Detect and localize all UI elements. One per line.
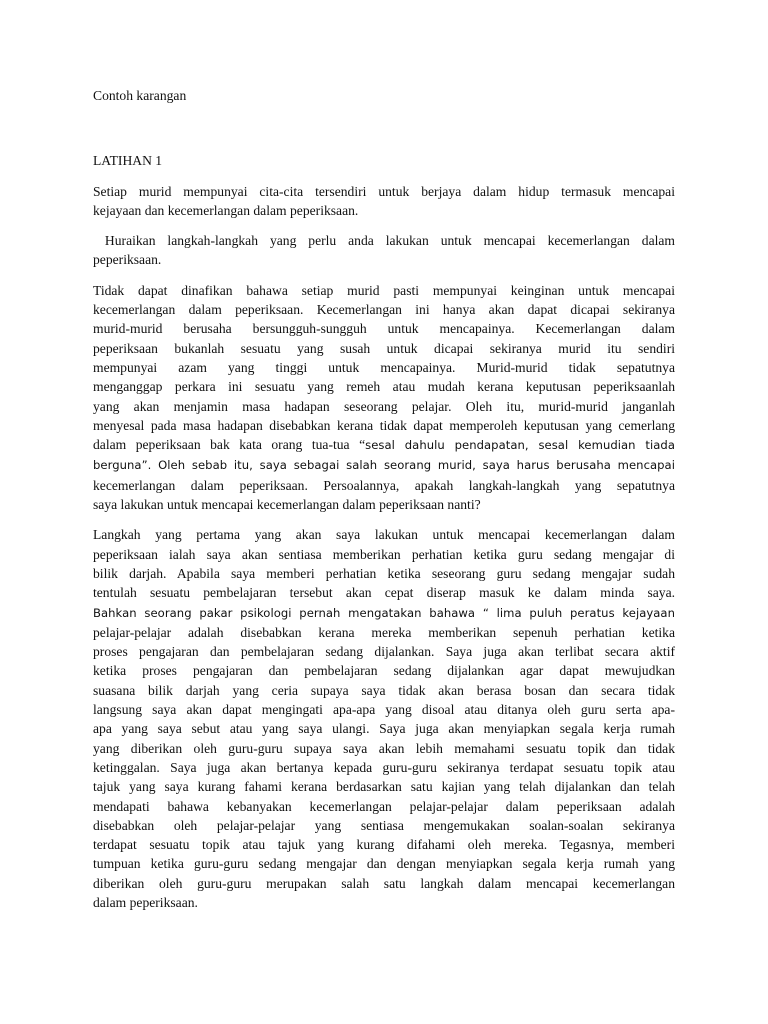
paragraph-line: kecemerlangan dalam peperiksaan. Kecemerlangan ini hanya akan dapat dicapai sekiranya xyxy=(93,302,675,318)
paragraph-line: peperiksaan. xyxy=(93,252,162,268)
paragraph-line: mendapati bahawa kebanyakan kecemerlangan pelajar-pelajar dalam peperiksaan adalah xyxy=(93,798,675,814)
paragraph-question xyxy=(93,231,675,270)
paragraph-line: yang akan menjamin masa hadapan seseorang pelajar. Oleh itu, murid-murid janganlah xyxy=(93,398,675,414)
paragraph-line: berguna”. Oleh sebab itu, saya sebagai salah seorang murid, saya harus berusaha mencapai xyxy=(93,458,675,473)
paragraph-first-step xyxy=(93,525,675,912)
paragraph-line: Setiap murid mempunyai cita-cita tersendiri untuk berjaya dalam hidup termasuk mencapai xyxy=(93,183,675,199)
paragraph-line: tajuk yang saya kurang fahami kerana berdasarkan satu kajian yang telah dijalankan dan telah xyxy=(93,779,675,795)
paragraph-line: peperiksaan bukanlah sesuatu yang susah untuk dicapai sekiranya murid itu sendiri xyxy=(93,340,675,356)
paragraph-line: murid-murid berusaha bersungguh-sungguh untuk mencapainya. Kecemerlangan dalam xyxy=(93,321,675,337)
paragraph-line: kecemerlangan dalam peperiksaan. Persoalannya, apakah langkah-langkah yang sepatutnya xyxy=(93,477,675,493)
section-heading: LATIHAN 1 xyxy=(93,153,163,169)
paragraph-line: dalam peperiksaan. xyxy=(93,894,198,910)
paragraph-line: pelajar-pelajar adalah disebabkan kerana mereka memberikan sepenuh perhatian ketika xyxy=(93,624,675,640)
paragraph-line: Bahkan seorang pakar psikologi pernah mengatakan bahawa “ lima puluh peratus kejayaan xyxy=(93,605,675,620)
paragraph-introduction xyxy=(93,281,675,515)
paragraph-line: bilik darjah. Apabila saya memberi perhatian ketika seseorang guru sedang mengajar sudah xyxy=(93,565,675,581)
paragraph-line: dalam peperiksaan bak kata orang tua-tua “sesal dahulu pendapatan, sesal kemudian tiada xyxy=(93,437,676,453)
paragraph-line: langsung saya akan dapat mengingati apa-apa yang disoal atau ditanya oleh guru serta apa- xyxy=(93,702,675,718)
paragraph-line: yang diberikan oleh guru-guru supaya saya akan lebih memahami sesuatu topik dan tidak xyxy=(93,740,675,756)
paragraph-line: peperiksaan ialah saya akan sentiasa memberikan perhatian ketika guru sedang mengajar di xyxy=(93,546,675,562)
paragraph-line: tumpuan ketika guru-guru sedang mengajar dan dengan menyiapkan segala kerja rumah yang xyxy=(93,856,675,872)
paragraph-line: kejayaan dan kecemerlangan dalam peperiksaan. xyxy=(93,202,359,218)
paragraph-line: proses pengajaran dan pembelajaran sedang dijalankan. Saya juga akan terlibat secara aktif xyxy=(93,644,675,660)
paragraph-line: tentulah sesuatu pembelajaran tersebut akan cepat diserap masuk ke dalam minda saya. xyxy=(93,585,675,601)
paragraph-line: diberikan oleh guru-guru merupakan salah satu langkah dalam mencapai kecemerlangan xyxy=(93,875,675,891)
paragraph-line: saya lakukan untuk mencapai kecemerlangan dalam peperiksaan nanti? xyxy=(93,497,481,513)
paragraph-prompt xyxy=(93,182,675,221)
document-page xyxy=(93,86,675,912)
paragraph-line: Tidak dapat dinafikan bahawa setiap murid pasti mempunyai keinginan untuk mencapai xyxy=(93,282,675,298)
paragraph-line: ketika proses pengajaran dan pembelajaran sedang dijalankan agar dapat mewujudkan xyxy=(93,663,675,679)
paragraph-line: menyesal pada masa hadapan disebabkan kerana tidak dapat memperoleh keputusan yang cemerlang xyxy=(93,417,675,433)
paragraph-line: menganggap perkara ini sesuatu yang remeh atau mudah kerana keputusan peperiksaanlah xyxy=(93,379,675,395)
paragraph-line: disebabkan oleh pelajar-pelajar yang sentiasa mengemukakan soalan-soalan sekiranya xyxy=(93,817,675,833)
paragraph-line: terdapat sesuatu topik atau tajuk yang kurang difahami oleh mereka. Tegasnya, memberi xyxy=(93,837,675,853)
paragraph-line: ketinggalan. Saya juga akan bertanya kepada guru-guru sekiranya terdapat sesuatu topik atau xyxy=(93,759,675,775)
paragraph-line: Huraikan langkah-langkah yang perlu anda lakukan untuk mencapai kecemerlangan dalam xyxy=(93,233,675,249)
paragraph-line: apa yang saya sebut atau yang saya ulangi. Saya juga akan menyiapkan segala kerja rumah xyxy=(93,721,675,737)
paragraph-line: Langkah yang pertama yang akan saya lakukan untuk mencapai kecemerlangan dalam xyxy=(93,527,675,543)
document-title: Contoh karangan xyxy=(93,88,187,103)
paragraph-line: suasana bilik darjah yang ceria supaya saya tidak akan berasa bosan dan secara tidak xyxy=(93,682,675,698)
paragraph-line: mempunyai azam yang tinggi untuk mencapainya. Murid-murid tidak sepatutnya xyxy=(93,359,675,375)
